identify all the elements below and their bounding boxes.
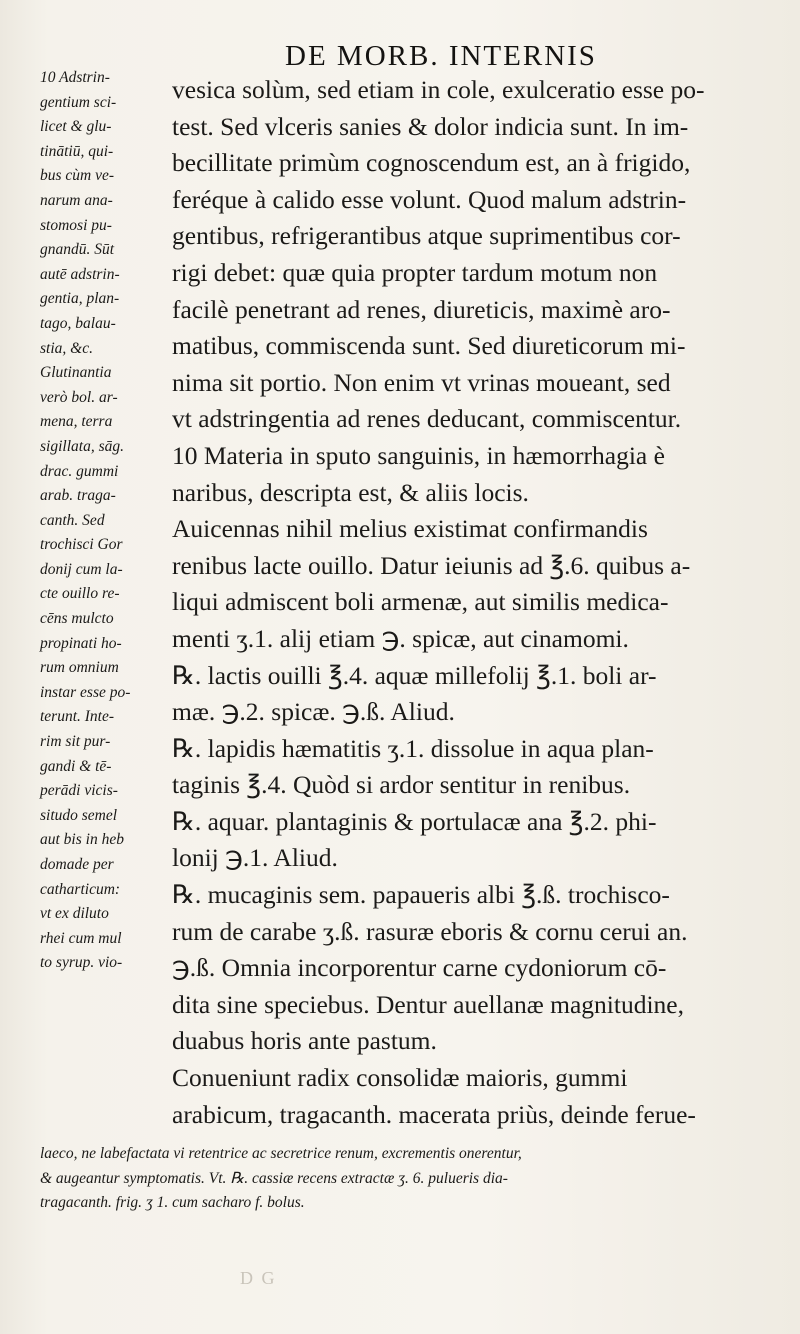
margin-note-line: to syrup. vio- [40, 954, 123, 972]
margin-note-line: stia, &c. [40, 339, 93, 357]
margin-note-line: bus cùm ve- [40, 167, 115, 185]
running-head: DE MORB. INTERNIS [285, 40, 597, 72]
margin-note-line: rhei cum mul [40, 929, 122, 947]
margin-note-line: verò bol. ar- [40, 388, 118, 406]
text-line: facilè penetrant ad renes, diureticis, maximè aro- [172, 294, 671, 324]
margin-note-line: sigillata, sāg. [40, 437, 124, 455]
margin-note-line: narum ana- [40, 191, 113, 209]
footnote [40, 1142, 780, 1216]
margin-notes [40, 66, 170, 976]
margin-note-line: drac. gummi [40, 462, 119, 480]
margin-note-line: situdo semel [40, 806, 118, 824]
text-line: renibus lacte ouillo. Datur ieiunis ad ℥.6. quibus a- [172, 550, 691, 580]
margin-note-line: canth. Sed [40, 511, 105, 529]
text-line: Conueniunt radix consolidæ maioris, gummi [172, 1063, 628, 1093]
text-line: 10 Materia in sputo sanguinis, in hæmorrhagia è [172, 440, 665, 470]
text-line: feréque à calido esse volunt. Quod malum adstrin- [172, 184, 687, 214]
text-line: ℞. aquar. plantaginis & portulacæ ana ℥.2. phi- [172, 806, 657, 836]
footnote-line: tragacanth. frig. ʒ 1. cum sacharo f. bolus. [40, 1194, 305, 1211]
margin-note-line: licet & glu- [40, 118, 112, 136]
text-line: taginis ℥.4. Quòd si ardor sentitur in renibus. [172, 770, 631, 800]
margin-note-line: gentium sci- [40, 93, 117, 111]
text-line: nima sit portio. Non enim vt vrinas moueant, sed [172, 367, 671, 397]
margin-note-line: arab. traga- [40, 487, 116, 505]
margin-note-line: terunt. Inte- [40, 708, 115, 726]
margin-note-line: tago, balau- [40, 314, 116, 332]
margin-note-line: cte ouillo re- [40, 585, 120, 603]
text-line: duabus horis ante pastum. [172, 1026, 437, 1056]
text-line: menti ʒ.1. alij etiam ℈. spicæ, aut cinamomi. [172, 623, 629, 653]
margin-note-line: domade per [40, 856, 114, 873]
text-line: lonij ℈.1. Aliud. [172, 843, 338, 873]
text-line: ℞. lapidis hæmatitis ʒ.1. dissolue in aqua plan- [172, 733, 654, 763]
margin-note-line: mena, terra [40, 413, 113, 431]
margin-note-line: autē adstrin- [40, 265, 120, 283]
margin-note-line: catharticum: [40, 880, 121, 898]
margin-note-line: aut bis in heb [40, 831, 124, 849]
text-line: Auicennas nihil melius existimat confirmandis [172, 514, 648, 544]
text-line: ℞. mucaginis sem. papaueris albi ℥.ß. trochisco- [172, 880, 670, 910]
footnote-line: & augeantur symptomatis. Vt. ℞. cassiæ recens extractæ ʒ. 6. pulueris dia- [40, 1169, 508, 1187]
text-line: naribus, descripta est, & aliis locis. [172, 477, 529, 507]
margin-note-line: gentia, plan- [40, 290, 120, 308]
margin-note-line: cēns mulcto [40, 610, 114, 628]
margin-note-line: Glutinantia [40, 364, 112, 382]
margin-note-line: donij cum la- [40, 560, 123, 578]
margin-note-line: trochisci Gor [40, 536, 123, 554]
margin-note-line: vt ex diluto [40, 905, 109, 923]
margin-note-line: instar esse po- [40, 683, 131, 701]
margin-note-line: rim sit pur- [40, 733, 111, 751]
faded-stamp: D G [240, 1268, 277, 1288]
text-line: rum de carabe ʒ.ß. rasuræ eboris & cornu cerui an. [172, 916, 688, 946]
text-line: matibus, commiscenda sunt. Sed diureticorum mi- [172, 331, 686, 361]
text-line: liqui admiscent boli armenæ, aut similis medica- [172, 587, 669, 617]
text-line: ℈.ß. Omnia incorporentur carne cydoniorum cō- [172, 953, 667, 983]
text-line: arabicum, tragacanth. macerata priùs, deinde ferue- [172, 1099, 696, 1129]
margin-note-line: 10 Adstrin- [40, 69, 110, 86]
main-text [172, 72, 762, 1133]
text-line: rigi debet: quæ quia propter tardum motum non [172, 257, 658, 287]
margin-note-line: gnandū. Sūt [40, 241, 115, 259]
margin-note-line: tinātiū, qui- [40, 142, 114, 160]
text-line: becillitate primùm cognoscendum est, an à frigido, [172, 148, 691, 178]
text-line: test. Sed vlceris sanies & dolor indicia sunt. In im- [172, 111, 689, 141]
margin-note-line: propinati ho- [40, 634, 122, 652]
margin-note-line: rum omnium [40, 659, 119, 677]
text-line: vesica solùm, sed etiam in cole, exulceratio esse po- [172, 75, 705, 104]
margin-note-line: gandi & tē- [40, 757, 112, 775]
text-line: mæ. ℈.2. spicæ. ℈.ß. Aliud. [172, 697, 455, 727]
text-line: dita sine speciebus. Dentur auellanæ magnitudine, [172, 989, 684, 1019]
text-line: vt adstringentia ad renes deducant, commiscentur. [172, 404, 682, 434]
footnote-line: laeco, ne labefactata vi retentrice ac secretrice renum, excrementis onerentur, [40, 1145, 522, 1162]
text-line: gentibus, refrigerantibus atque suprimentibus cor- [172, 221, 681, 251]
margin-note-line: perādi vicis- [40, 782, 118, 800]
margin-note-line: stomosi pu- [40, 216, 112, 234]
text-line: ℞. lactis ouilli ℥.4. aquæ millefolij ℥.1. boli ar- [172, 660, 657, 690]
